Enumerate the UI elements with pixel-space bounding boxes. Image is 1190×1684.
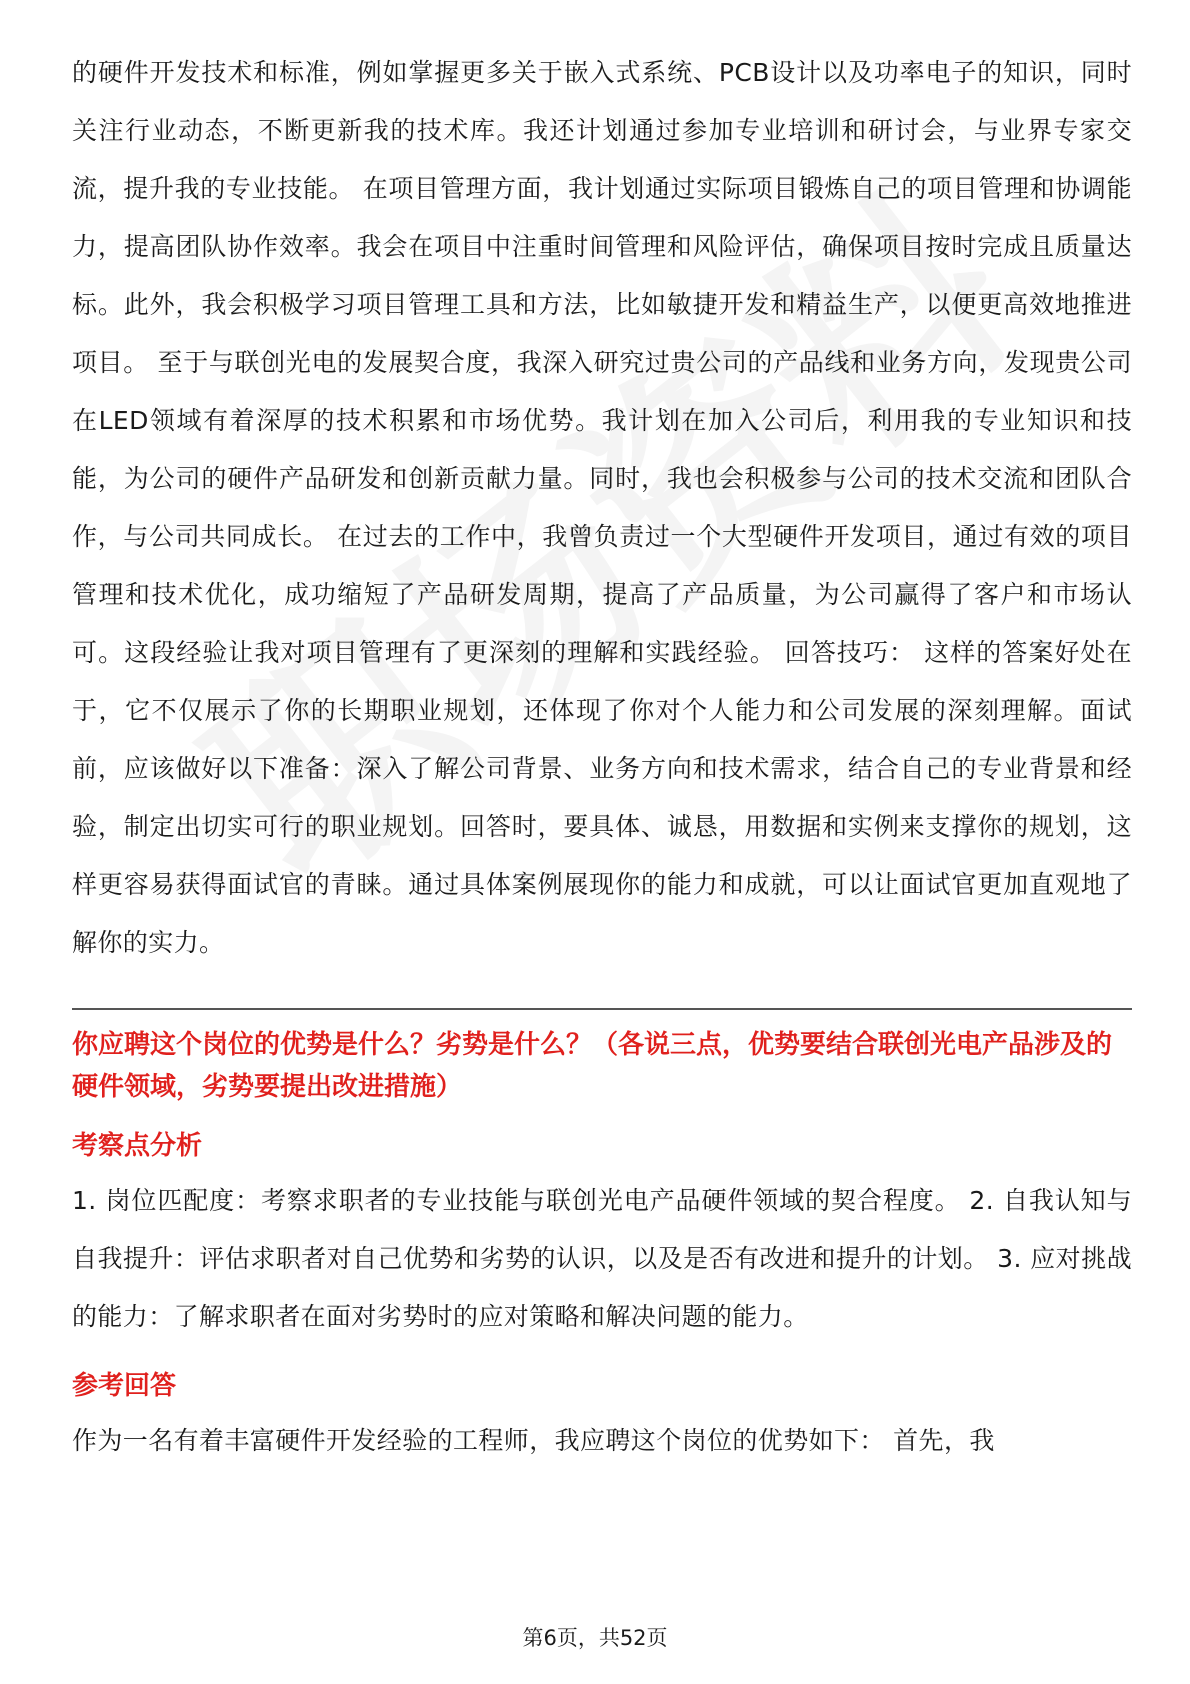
section-divider bbox=[72, 1008, 1132, 1010]
reference-answer-heading: 参考回答 bbox=[72, 1371, 177, 1401]
page-content bbox=[72, 44, 1132, 1470]
interview-question: 你应聘这个岗位的优势是什么？劣势是什么？（各说三点，优势要结合联创光电产品涉及的硬件领域，劣势要提出改进措施） bbox=[72, 1030, 1113, 1102]
analysis-paragraph: 1. 岗位匹配度：考察求职者的专业技能与联创光电产品硬件领域的契合程度。 2. 自我认知与自我提升：评估求职者对自己优势和劣势的认识，以及是否有改进和提升的计划。 3. 应对挑战的能力：了解求职者在面对劣势时的应对策略和解决问题的能力。 bbox=[72, 1186, 1132, 1331]
reference-answer-paragraph: 作为一名有着丰富硬件开发经验的工程师，我应聘这个岗位的优势如下： 首先，我 bbox=[72, 1426, 995, 1455]
analysis-heading: 考察点分析 bbox=[72, 1131, 203, 1161]
body-paragraph: 的硬件开发技术和标准，例如掌握更多关于嵌入式系统、PCB设计以及功率电子的知识，同时关注行业动态，不断更新我的技术库。我还计划通过参加专业培训和研讨会，与业界专家交流，提升我的专业技能。 在项目管理方面，我计划通过实际项目锻炼自己的项目管理和协调能力，提高团队协作效率。我会在项目中注重时间管理和风险评估，确保项目按时完成且质量达标。此外，我会积极学习项目管理工具和方法，比如敏捷开发和精益生产，以便更高效地推进项目。 至于与联创光电的发展契合度，我深入研究过贵公司的产品线和业务方向，发现贵公司在LED领域有着深厚的技术积累和市场优势。我计划在加入公司后，利用我的专业知识和技能，为公司的硬件产品研发和创新贡献力量。同时，我也会积极参与公司的技术交流和团队合作，与公司共同成长。 在过去的工作中，我曾负责过一个大型硬件开发项目，通过有效的项目管理和技术优化，成功缩短了产品研发周期，提高了产品质量，为公司赢得了客户和市场认可。这段经验让我对项目管理有了更深刻的理解和实践经验。 回答技巧： 这样的答案好处在于，它不仅展示了你的长期职业规划，还体现了你对个人能力和公司发展的深刻理解。面试前，应该做好以下准备：深入了解公司背景、业务方向和技术需求，结合自己的专业背景和经验，制定出切实可行的职业规划。回答时，要具体、诚恳，用数据和实例来支撑你的规划，这样更容易获得面试官的青睐。通过具体案例展现你的能力和成就，可以让面试官更加直观地了解你的实力。 bbox=[72, 58, 1132, 957]
page-number: 第6页，共52页 bbox=[522, 1626, 668, 1650]
